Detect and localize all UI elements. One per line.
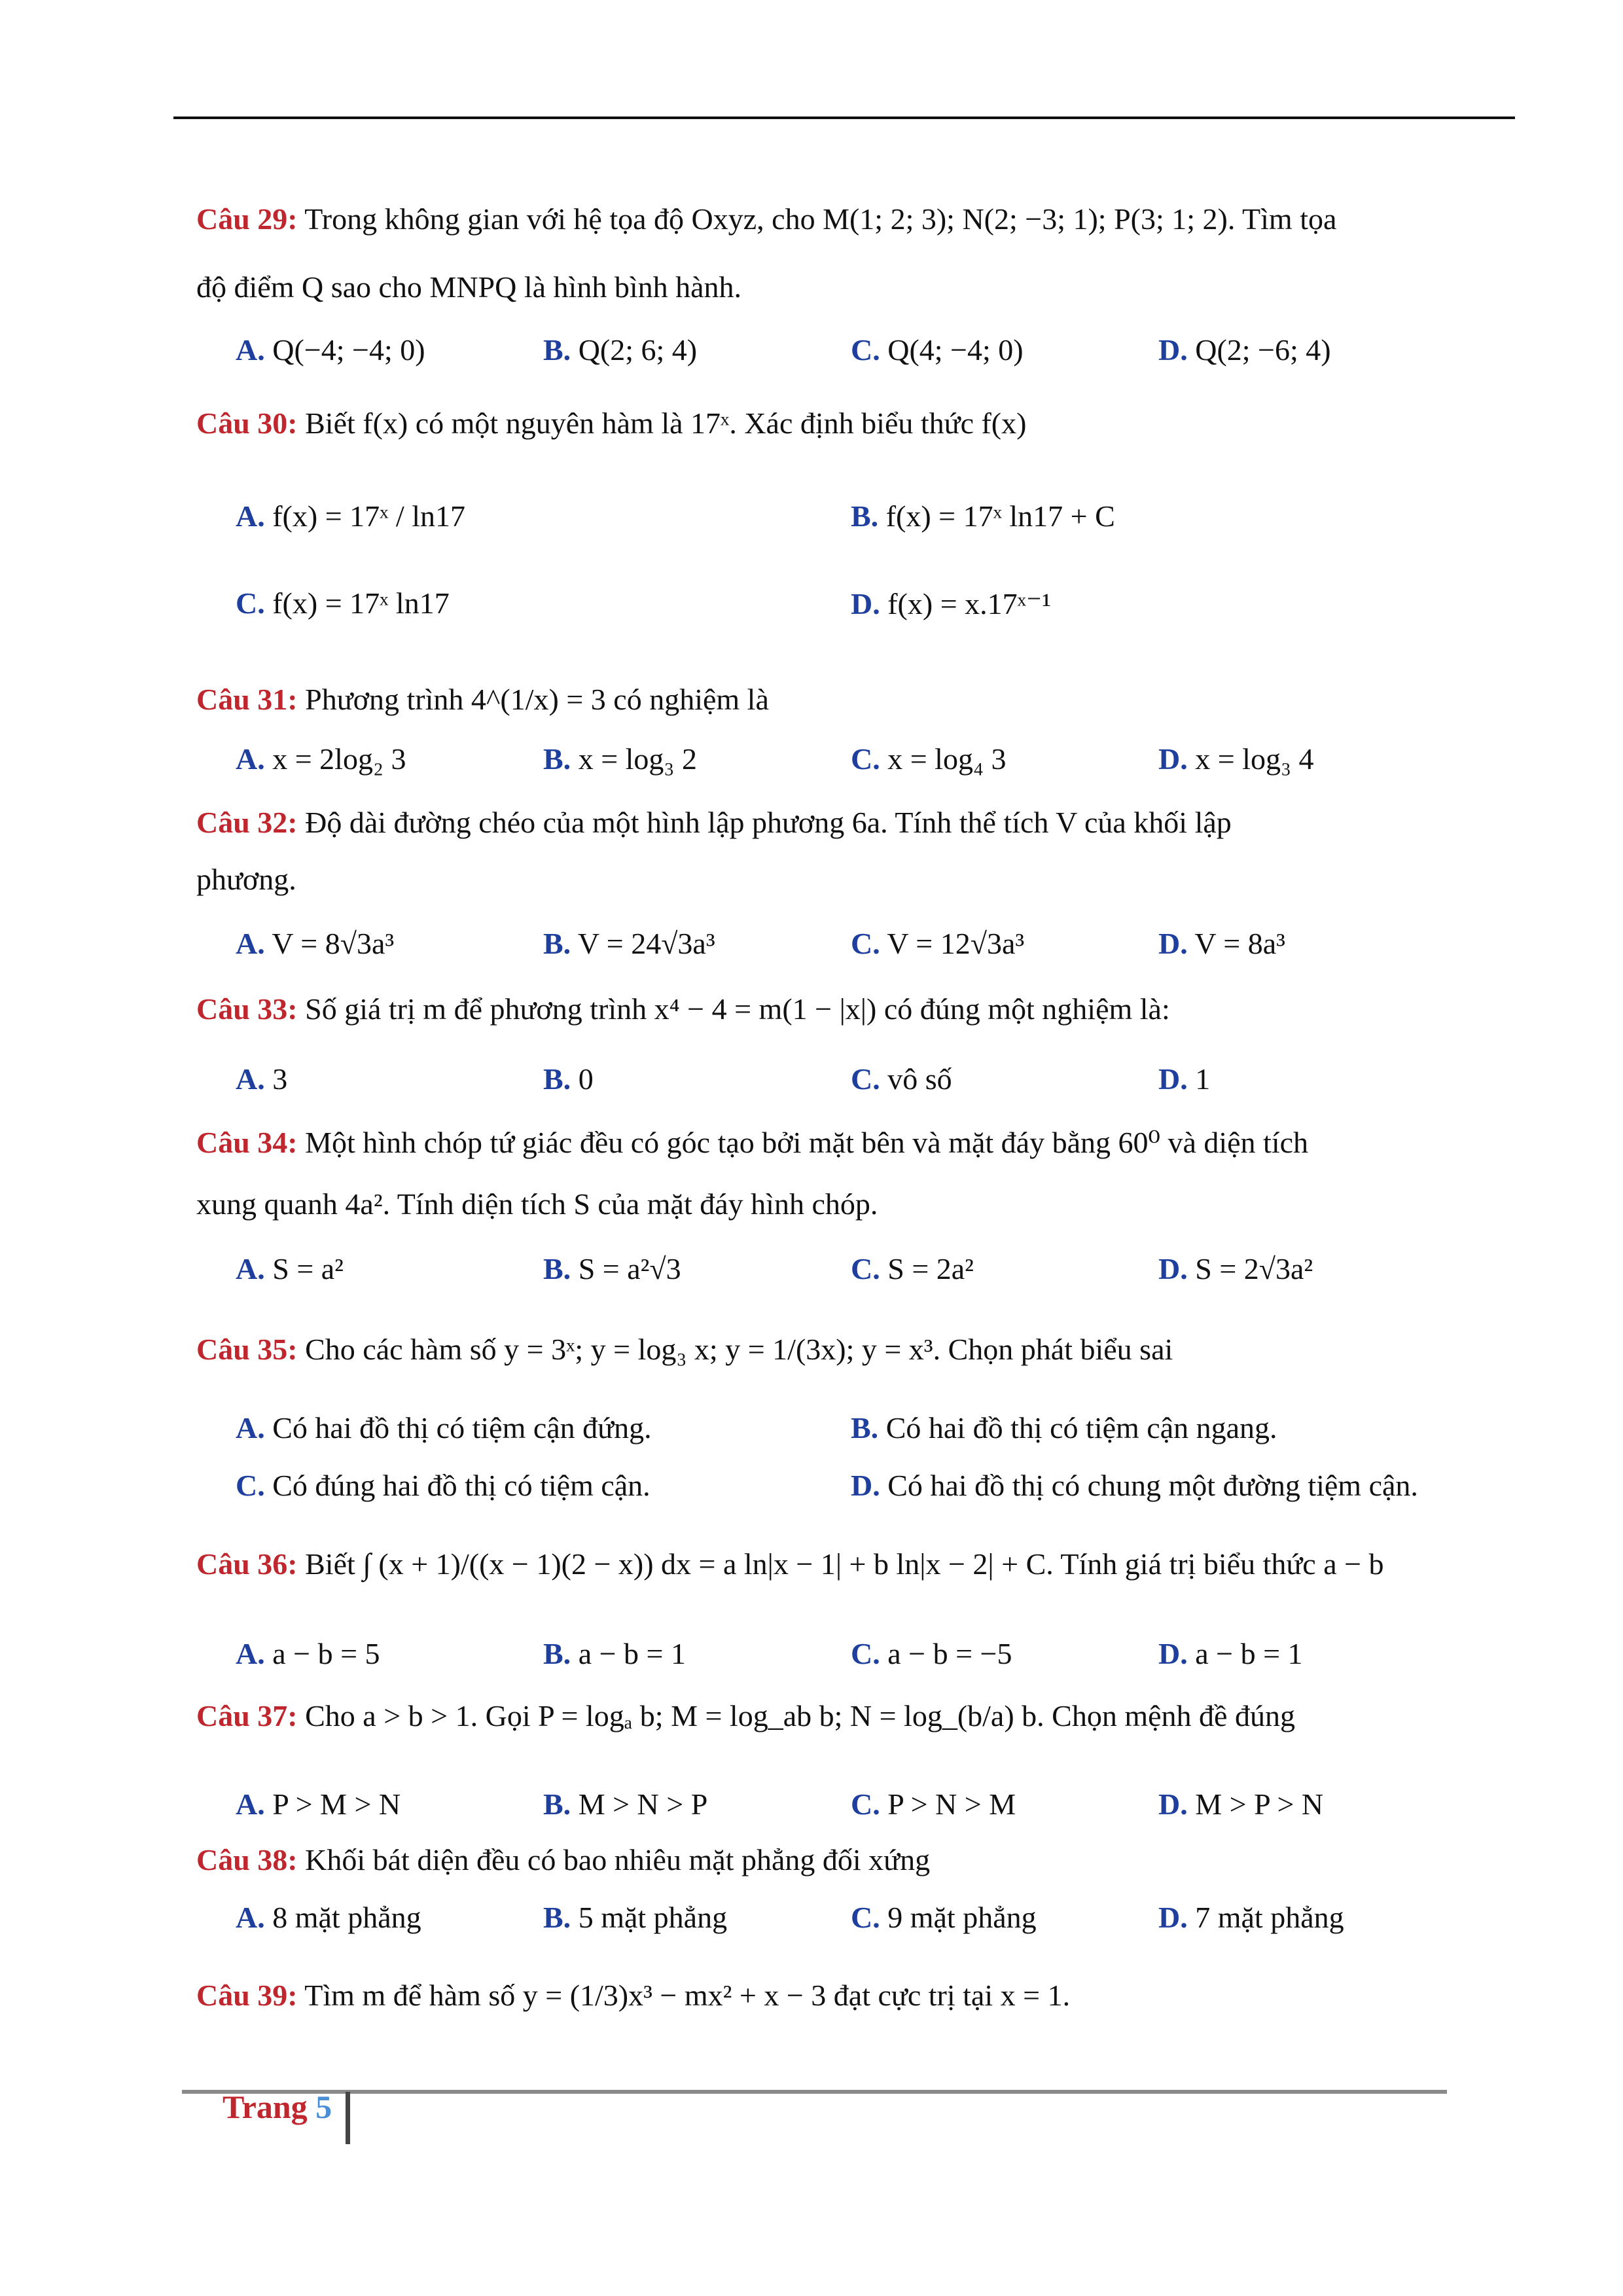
question-29-line-1: Câu 29: Trong không gian với hệ tọa độ Oxyz, cho M(1; 2; 3); N(2; −3; 1); P(3; 1; 2). Tìm tọa — [196, 202, 1337, 236]
option-d[interactable]: D. Có hai đồ thị có chung một đường tiệm cận. — [851, 1469, 1418, 1502]
option-b[interactable]: B. Có hai đồ thị có tiệm cận ngang. — [851, 1411, 1277, 1444]
question-number: Câu 31: — [196, 683, 298, 716]
question-32-line-2: phương. — [196, 863, 296, 896]
question-number: Câu 29: — [196, 202, 298, 236]
option-c[interactable]: C. P > N > M — [851, 1787, 1016, 1821]
option-c[interactable]: C. x = log₄ 3 — [851, 742, 1007, 776]
option-a[interactable]: A. 8 mặt phẳng — [236, 1901, 421, 1934]
question-30-line-1: Câu 30: Biết f(x) có một nguyên hàm là 17ˣ. Xác định biểu thức f(x) — [196, 406, 1027, 440]
question-number: Câu 39: — [196, 1979, 298, 2012]
option-d[interactable]: D. a − b = 1 — [1158, 1637, 1303, 1670]
footer-rule — [182, 2090, 1447, 2094]
question-number: Câu 38: — [196, 1843, 298, 1876]
option-d[interactable]: D. S = 2√3a² — [1158, 1252, 1313, 1285]
option-b[interactable]: B. M > N > P — [543, 1787, 708, 1821]
page-footer — [223, 2088, 332, 2126]
question-number: Câu 32: — [196, 806, 298, 839]
question-35-line-1: Câu 35: Cho các hàm số y = 3ˣ; y = log₃ x; y = 1/(3x); y = x³. Chọn phát biểu sai — [196, 1333, 1173, 1366]
question-29-line-2: độ điểm Q sao cho MNPQ là hình bình hành. — [196, 270, 742, 304]
option-a[interactable]: A. S = a² — [236, 1252, 344, 1285]
option-a[interactable]: A. 3 — [236, 1062, 288, 1096]
option-b[interactable]: B. f(x) = 17ˣ ln17 + C — [851, 499, 1115, 533]
option-d[interactable]: D. x = log₃ 4 — [1158, 742, 1314, 776]
question-33-line-1: Câu 33: Số giá trị m để phương trình x⁴ − 4 = m(1 − |x|) có đúng một nghiệm là: — [196, 992, 1170, 1026]
question-39-line-1: Câu 39: Tìm m để hàm số y = (1/3)x³ − mx² + x − 3 đạt cực trị tại x = 1. — [196, 1979, 1071, 2012]
option-d[interactable]: D. V = 8a³ — [1158, 927, 1285, 960]
option-c[interactable]: C. vô số — [851, 1062, 952, 1096]
option-a[interactable]: A. Có hai đồ thị có tiệm cận đứng. — [236, 1411, 652, 1444]
question-number: Câu 34: — [196, 1126, 298, 1159]
option-b[interactable]: B. 5 mặt phẳng — [543, 1901, 728, 1934]
question-34-line-1: Câu 34: Một hình chóp tứ giác đều có góc tạo bởi mặt bên và mặt đáy bằng 60⁰ và diện tích — [196, 1126, 1309, 1159]
option-d[interactable]: D. 1 — [1158, 1062, 1211, 1096]
option-b[interactable]: B. a − b = 1 — [543, 1637, 686, 1670]
footer-label: Trang — [223, 2089, 308, 2125]
option-a[interactable]: A. x = 2log₂ 3 — [236, 742, 406, 776]
option-d[interactable]: D. Q(2; −6; 4) — [1158, 333, 1331, 367]
option-b[interactable]: B. 0 — [543, 1062, 594, 1096]
page-number: 5 — [315, 2089, 332, 2125]
option-b[interactable]: B. x = log₃ 2 — [543, 742, 697, 776]
option-a[interactable]: A. P > M > N — [236, 1787, 401, 1821]
option-d[interactable]: D. M > P > N — [1158, 1787, 1324, 1821]
question-number: Câu 36: — [196, 1547, 298, 1581]
option-a[interactable]: A. a − b = 5 — [236, 1637, 380, 1670]
option-c[interactable]: C. 9 mặt phẳng — [851, 1901, 1037, 1934]
option-c[interactable]: C. S = 2a² — [851, 1252, 974, 1285]
question-32-line-1: Câu 32: Độ dài đường chéo của một hình lập phương 6a. Tính thể tích V của khối lập — [196, 806, 1232, 839]
option-c[interactable]: C. V = 12√3a³ — [851, 927, 1025, 960]
option-b[interactable]: B. Q(2; 6; 4) — [543, 333, 698, 367]
question-31-line-1: Câu 31: Phương trình 4^(1/x) = 3 có nghiệm là — [196, 683, 769, 716]
question-number: Câu 37: — [196, 1699, 298, 1732]
option-d[interactable]: D. f(x) = x.17ˣ⁻¹ — [851, 587, 1051, 620]
option-c[interactable]: C. a − b = −5 — [851, 1637, 1012, 1670]
question-number: Câu 33: — [196, 992, 298, 1026]
question-37-line-1: Câu 37: Cho a > b > 1. Gọi P = logₐ b; M = log_ab b; N = log_(b/a) b. Chọn mệnh đề đúng — [196, 1699, 1295, 1732]
question-36-line-1: Câu 36: Biết ∫ (x + 1)/((x − 1)(2 − x)) dx = a ln|x − 1| + b ln|x − 2| + C. Tính giá trị biểu thức a − b — [196, 1547, 1384, 1581]
option-a[interactable]: A. f(x) = 17ˣ / ln17 — [236, 499, 465, 533]
footer-divider — [346, 2092, 350, 2144]
option-c[interactable]: C. Có đúng hai đồ thị có tiệm cận. — [236, 1469, 651, 1502]
option-c[interactable]: C. Q(4; −4; 0) — [851, 333, 1024, 367]
option-a[interactable]: A. Q(−4; −4; 0) — [236, 333, 425, 367]
option-b[interactable]: B. S = a²√3 — [543, 1252, 681, 1285]
question-34-line-2: xung quanh 4a². Tính diện tích S của mặt đáy hình chóp. — [196, 1187, 878, 1221]
option-d[interactable]: D. 7 mặt phẳng — [1158, 1901, 1344, 1934]
question-number: Câu 35: — [196, 1333, 298, 1366]
option-a[interactable]: A. V = 8√3a³ — [236, 927, 395, 960]
option-c[interactable]: C. f(x) = 17ˣ ln17 — [236, 586, 450, 620]
question-number: Câu 30: — [196, 406, 298, 440]
question-38-line-1: Câu 38: Khối bát diện đều có bao nhiêu mặt phẳng đối xứng — [196, 1843, 931, 1876]
option-b[interactable]: B. V = 24√3a³ — [543, 927, 715, 960]
